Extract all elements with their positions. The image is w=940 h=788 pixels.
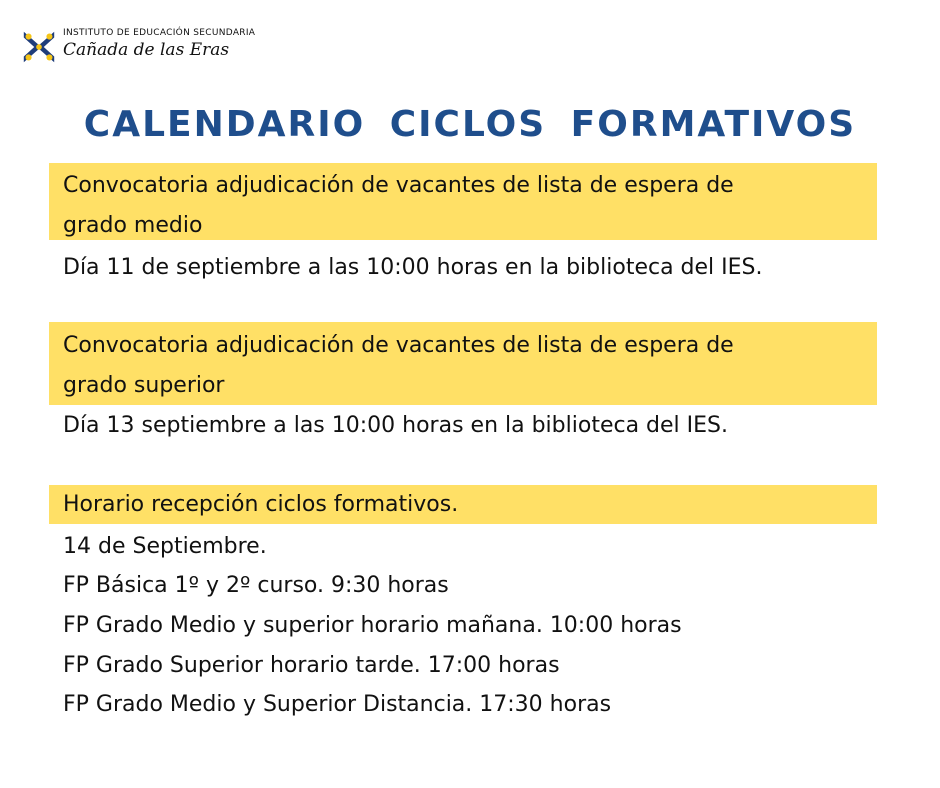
section-3-body-line-2: FP Básica 1º y 2º curso. 9:30 horas: [63, 573, 449, 598]
section-2-heading-line-2: grado superior: [63, 373, 225, 398]
school-logo: [20, 28, 320, 68]
section-1-heading-line-1: Convocatoria adjudicación de vacantes de lista de espera de: [63, 173, 734, 198]
cross-star-logo-icon: [20, 28, 58, 66]
section-1-heading-line-2: grado medio: [63, 213, 203, 238]
section-1-body-line-1: Día 11 de septiembre a las 10:00 horas en la biblioteca del IES.: [63, 255, 763, 280]
section-3-body-line-3: FP Grado Medio y superior horario mañana. 10:00 horas: [63, 613, 682, 638]
section-3-body-line-4: FP Grado Superior horario tarde. 17:00 horas: [63, 653, 560, 678]
section-3-body-line-5: FP Grado Medio y Superior Distancia. 17:30 horas: [63, 692, 612, 717]
section-3-body-line-1: 14 de Septiembre.: [63, 534, 267, 559]
section-2-body-line-1: Día 13 septiembre a las 10:00 horas en la biblioteca del IES.: [63, 413, 729, 438]
page-title: CALENDARIO CICLOS FORMATIVOS: [83, 104, 857, 145]
section-3-heading-line-1: Horario recepción ciclos formativos.: [63, 492, 459, 517]
logo-institution-type: INSTITUTO DE EDUCACIÓN SECUNDARIA: [63, 28, 256, 38]
logo-school-name: Cañada de las Eras: [63, 40, 230, 60]
section-2-heading-line-1: Convocatoria adjudicación de vacantes de lista de espera de: [63, 333, 734, 358]
